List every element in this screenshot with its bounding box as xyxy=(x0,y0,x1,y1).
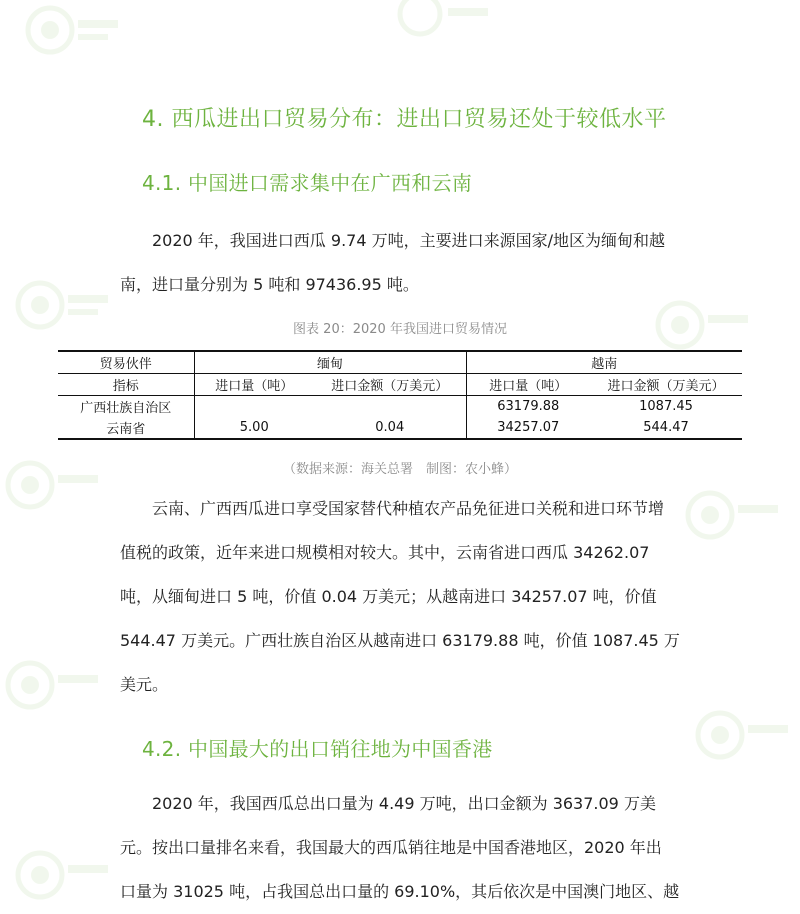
table-subheader-row xyxy=(58,374,742,396)
column-header: 进口金额（万美元） xyxy=(590,374,742,396)
column-header: 进口量（吨） xyxy=(466,374,590,396)
table-caption: 图表 20：2020 年我国进口贸易情况 xyxy=(293,322,507,337)
import-trade-table xyxy=(58,350,742,440)
country-header-vietnam: 越南 xyxy=(466,351,742,374)
watermark-logo-icon xyxy=(10,840,120,905)
paragraph-export-summary xyxy=(120,782,680,914)
table-cell: 63179.88 xyxy=(466,396,590,418)
paragraph-line: 值税的政策，近年来进口规模相对较大。其中，云南省进口西瓜 34262.07 xyxy=(120,543,650,562)
paragraph-line: 南，进口量分别为 5 吨和 97436.95 吨。 xyxy=(120,275,419,294)
paragraph-line: 544.47 万美元。广西壮族自治区从越南进口 63179.88 吨，价值 1087.45 万 xyxy=(120,631,680,650)
subsection-heading-export: 4.2. 中国最大的出口销往地为中国香港 xyxy=(142,737,493,761)
watermark-logo-icon xyxy=(680,480,790,550)
table-cell: 5.00 xyxy=(194,417,314,439)
table-cell xyxy=(314,396,466,418)
section-heading: 4. 西瓜进出口贸易分布：进出口贸易还处于较低水平 xyxy=(142,107,667,132)
paragraph-line: 元。按出口量排名来看，我国最大的西瓜销往地是中国香港地区，2020 年出 xyxy=(120,838,662,857)
paragraph-import-policy xyxy=(120,487,680,707)
paragraph-line: 吨，从缅甸进口 5 吨，价值 0.04 万美元；从越南进口 34257.07 吨，价值 xyxy=(120,587,657,606)
watermark-logo-icon xyxy=(390,0,500,40)
paragraph-line: 2020 年，我国进口西瓜 9.74 万吨，主要进口来源国家/地区为缅甸和越 xyxy=(120,231,665,250)
paragraph-line: 云南、广西西瓜进口享受国家替代种植农产品免征进口关税和进口环节增 xyxy=(120,499,665,518)
table-header-row xyxy=(58,351,742,374)
indicator-header: 指标 xyxy=(58,374,194,396)
table-cell: 34257.07 xyxy=(466,417,590,439)
table-cell: 1087.45 xyxy=(590,396,742,418)
table-cell: 544.47 xyxy=(590,417,742,439)
table-row xyxy=(58,396,742,418)
watermark-logo-icon xyxy=(0,650,110,720)
region-cell: 云南省 xyxy=(58,417,194,439)
watermark-logo-icon xyxy=(20,0,130,60)
column-header: 进口金额（万美元） xyxy=(314,374,466,396)
table-row xyxy=(58,417,742,439)
country-header-myanmar: 缅甸 xyxy=(194,351,466,374)
paragraph-line: 美元。 xyxy=(120,675,169,694)
paragraph-line: 口量为 31025 吨，占我国总出口量的 69.10%，其后依次是中国澳门地区、越 xyxy=(120,882,680,901)
paragraph-import-summary xyxy=(120,219,680,307)
table-cell xyxy=(194,396,314,418)
watermark-logo-icon xyxy=(690,700,800,770)
paragraph-line: 2020 年，我国西瓜总出口量为 4.49 万吨，出口金额为 3637.09 万美 xyxy=(120,794,656,813)
partner-header: 贸易伙伴 xyxy=(58,351,194,374)
column-header: 进口量（吨） xyxy=(194,374,314,396)
subsection-heading-import: 4.1. 中国进口需求集中在广西和云南 xyxy=(142,171,473,195)
table-cell: 0.04 xyxy=(314,417,466,439)
region-cell: 广西壮族自治区 xyxy=(58,396,194,418)
table-source-note: （数据来源：海关总署 制图：农小蜂） xyxy=(282,462,517,477)
